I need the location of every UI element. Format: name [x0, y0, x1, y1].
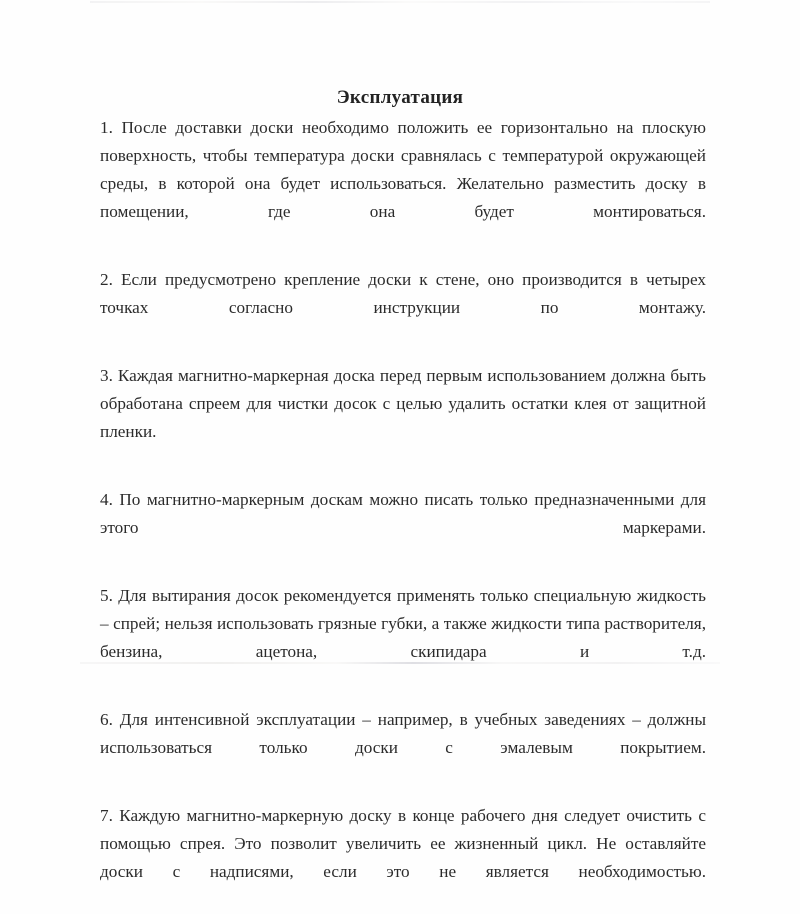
scan-artifact-top	[90, 1, 710, 3]
paragraph-2: 2. Если предусмотрено крепление доски к стене, оно производится в четырех точках согласно инструкции по монтажу.	[100, 270, 706, 317]
document-body	[100, 114, 706, 914]
paragraph-5: 5. Для вытирания досок рекомендуется применять только специальную жидкость – спрей; нельзя использовать грязные губки, а также жидкости типа растворителя, бензина, ацетона, скипидара и т.д.	[100, 586, 706, 661]
paragraph-4: 4. По магнитно-маркерным доскам можно писать только предназначенными для этого маркерами.	[100, 490, 706, 537]
paragraph-3: 3. Каждая магнитно-маркерная доска перед первым использованием должна быть обработана спреем для чистки досок с целью удалить остатки клея от защитной пленки.	[100, 366, 706, 441]
paragraph-6: 6. Для интенсивной эксплуатации – например, в учебных заведениях – должны использоваться только доски с эмалевым покрытием.	[100, 710, 706, 757]
paragraph-1: 1. После доставки доски необходимо положить ее горизонтально на плоскую поверхность, чтобы температура доски сравнялась с температурой окружающей среды, в которой она будет использоваться. Желательно разместить доску в помещении, где она будет монтироваться.	[100, 118, 706, 221]
page-title: Эксплуатация	[336, 86, 464, 108]
paragraph-7: 7. Каждую магнитно-маркерную доску в конце рабочего дня следует очистить с помощью спрея. Это позволит увеличить ее жизненный цикл. Не оставляйте доски с надписями, если это не является необходимостью.	[100, 806, 706, 881]
